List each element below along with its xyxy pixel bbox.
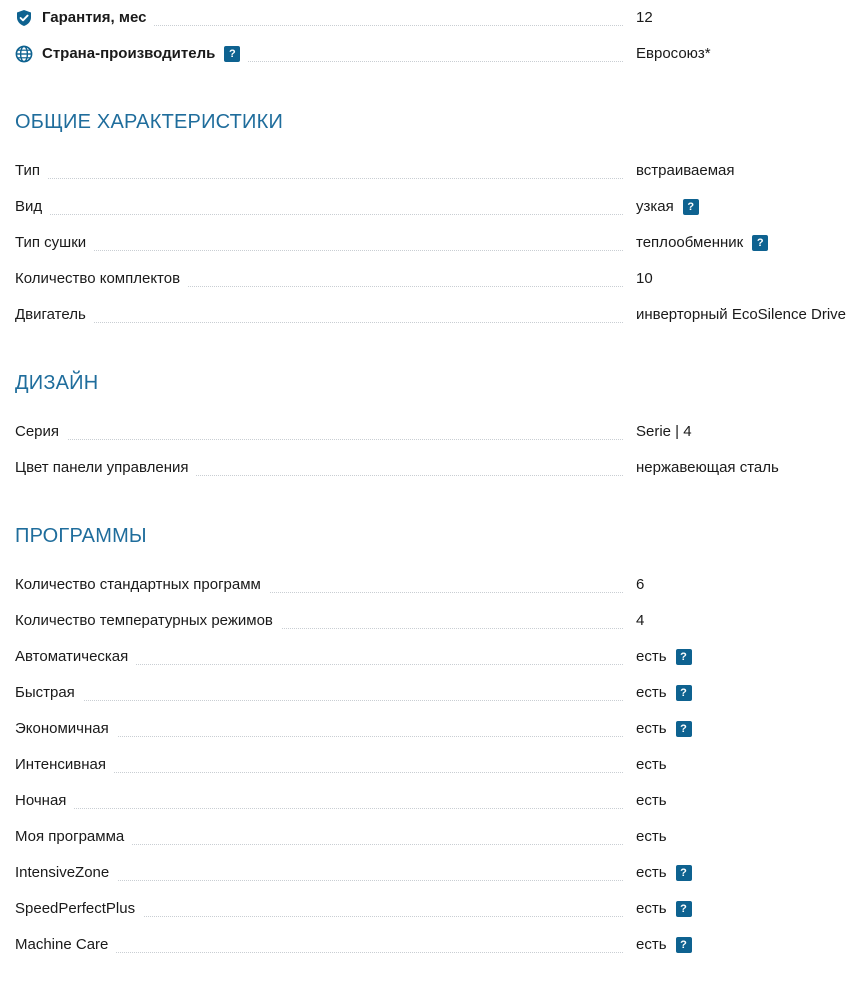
spec-value-text: нержавеющая сталь <box>636 459 779 476</box>
dotted-leader <box>15 250 623 251</box>
section-title-design: ДИЗАЙН <box>15 372 99 394</box>
spec-value-text: есть <box>636 720 667 737</box>
spec-value-text: есть <box>636 684 667 701</box>
spec-row-country <box>15 36 864 72</box>
spec-value-text: Евросоюз* <box>636 45 711 62</box>
spec-label: SpeedPerfectPlus <box>15 900 136 917</box>
help-badge[interactable]: ? <box>752 235 768 251</box>
spec-value <box>636 9 653 27</box>
spec-label: Быстрая <box>15 684 75 701</box>
spec-row <box>15 261 864 297</box>
spec-row <box>15 297 864 333</box>
dotted-leader <box>15 700 623 701</box>
spec-row <box>15 450 864 486</box>
spec-label: Тип сушки <box>15 234 87 251</box>
spec-value-text: 12 <box>636 9 653 26</box>
dotted-leader <box>15 322 623 323</box>
spec-row <box>15 891 864 927</box>
dotted-leader <box>15 808 623 809</box>
spec-label: Двигатель <box>15 306 86 323</box>
spec-label: Ночная <box>15 792 67 809</box>
spec-row <box>15 927 864 963</box>
spec-row <box>15 639 864 675</box>
spec-label: Тип <box>15 162 41 179</box>
help-badge[interactable]: ? <box>676 685 692 701</box>
spec-label: Количество комплектов <box>15 270 181 287</box>
help-badge[interactable]: ? <box>676 721 692 737</box>
spec-label: Моя программа <box>15 828 125 845</box>
spec-label: Machine Care <box>15 936 109 953</box>
help-badge[interactable]: ? <box>224 46 240 62</box>
spec-row <box>15 414 864 450</box>
spec-row <box>15 153 864 189</box>
help-badge[interactable]: ? <box>676 901 692 917</box>
spec-label: Вид <box>15 198 43 215</box>
section-title-general: ОБЩИЕ ХАРАКТЕРИСТИКИ <box>15 111 284 133</box>
shield-check-icon <box>15 9 33 27</box>
spec-row <box>15 711 864 747</box>
spec-label: Количество температурных режимов <box>15 612 273 629</box>
spec-value-text: есть <box>636 648 667 665</box>
dotted-leader <box>15 178 623 179</box>
spec-value-text: 4 <box>636 612 645 629</box>
spec-label: Интенсивная <box>15 756 106 773</box>
spec-row <box>15 189 864 225</box>
spec-value-text: есть <box>636 900 667 917</box>
globe-icon <box>15 45 33 63</box>
help-badge[interactable]: ? <box>676 649 692 665</box>
spec-label: Цвет панели управления <box>15 459 189 476</box>
spec-row-warranty <box>15 0 864 36</box>
spec-value-text: Serie | 4 <box>636 423 692 440</box>
help-badge[interactable]: ? <box>683 199 699 215</box>
spec-label: Автоматическая <box>15 648 129 665</box>
spec-value-text: есть <box>636 936 667 953</box>
dotted-leader <box>15 439 623 440</box>
dotted-leader <box>15 214 623 215</box>
spec-value <box>636 45 711 63</box>
spec-value-text: 10 <box>636 270 653 287</box>
help-badge[interactable]: ? <box>676 937 692 953</box>
spec-label: Страна-производитель <box>42 45 216 62</box>
spec-row <box>15 855 864 891</box>
spec-value-text: есть <box>636 756 667 773</box>
spec-value-text: инверторный EcoSilence Drive <box>636 306 847 323</box>
spec-row <box>15 675 864 711</box>
spec-row <box>15 225 864 261</box>
spec-row <box>15 747 864 783</box>
section-title-programs: ПРОГРАММЫ <box>15 525 147 547</box>
spec-value-text: есть <box>636 792 667 809</box>
spec-value-text: есть <box>636 864 667 881</box>
spec-value-text: 6 <box>636 576 645 593</box>
spec-label: IntensiveZone <box>15 864 110 881</box>
spec-row <box>15 603 864 639</box>
spec-label: Количество стандартных программ <box>15 576 261 593</box>
spec-row <box>15 567 864 603</box>
spec-row <box>15 819 864 855</box>
spec-value-text: есть <box>636 828 667 845</box>
spec-label: Серия <box>15 423 60 440</box>
spec-value-text: встраиваемая <box>636 162 735 179</box>
help-badge[interactable]: ? <box>676 865 692 881</box>
spec-value-text: теплообменник <box>636 234 744 251</box>
spec-label: Гарантия, мес <box>42 9 147 26</box>
spec-label: Экономичная <box>15 720 109 737</box>
spec-row <box>15 783 864 819</box>
spec-value-text: узкая <box>636 198 674 215</box>
